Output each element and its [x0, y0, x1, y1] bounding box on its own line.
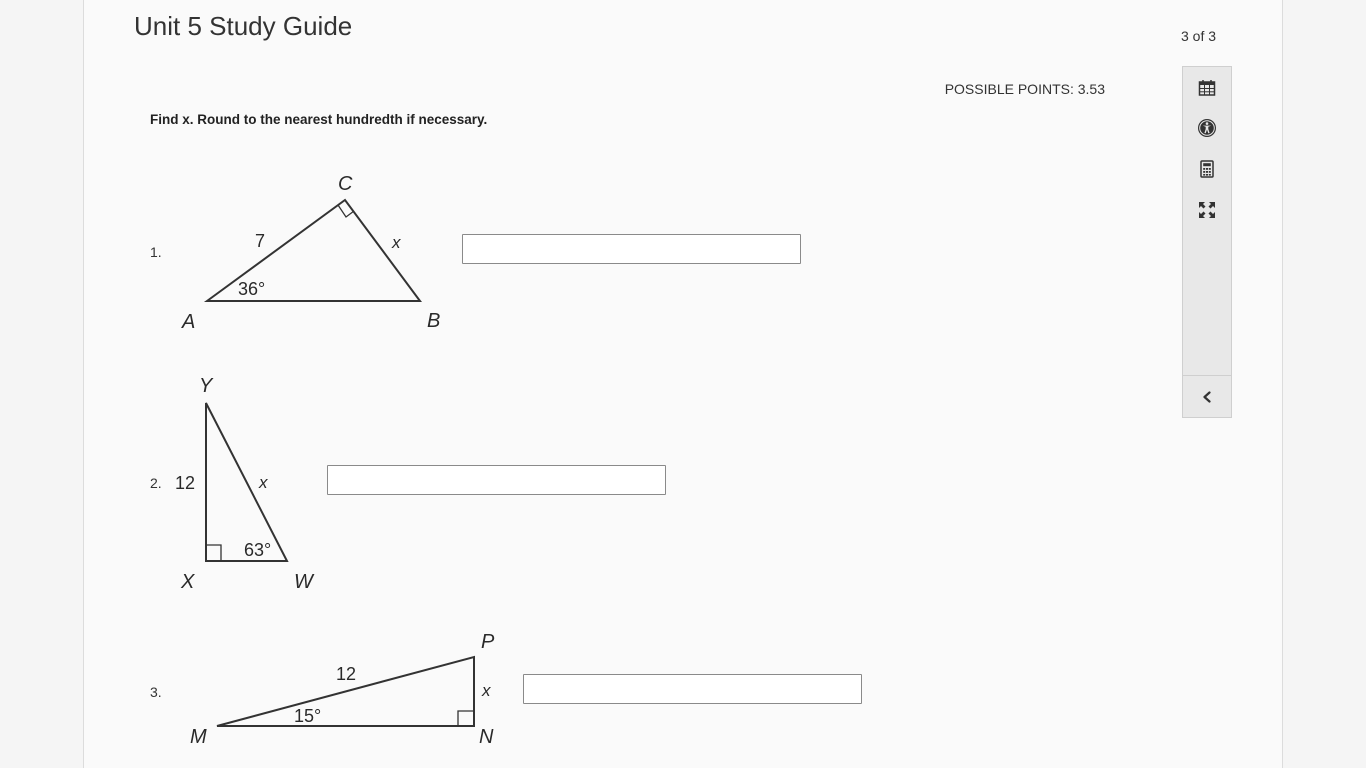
side-label-mp: 12	[336, 664, 357, 684]
vertex-label-x: X	[181, 571, 195, 593]
unknown-label-bc: x	[392, 233, 401, 252]
page-title: Unit 5 Study Guide	[134, 11, 353, 41]
fullscreen-icon	[1198, 201, 1216, 219]
question-page	[83, 0, 1283, 768]
angle-label-w: 63°	[244, 540, 272, 560]
answer-input-2[interactable]	[327, 465, 666, 495]
question-instructions: Find x. Round to the nearest hundredth if necessary.	[150, 112, 488, 127]
right-angle-mark-n	[458, 711, 474, 726]
vertex-label-c: C	[338, 173, 353, 195]
collapse-toolbar-button[interactable]	[1183, 375, 1231, 417]
fullscreen-button[interactable]	[1183, 192, 1231, 228]
vertex-label-b: B	[427, 310, 441, 332]
answer-input-1[interactable]	[462, 234, 801, 264]
possible-points: POSSIBLE POINTS: 3.53	[944, 81, 1105, 97]
angle-label-m: 15°	[294, 706, 322, 726]
calculator-button[interactable]	[1183, 151, 1231, 187]
accessibility-button[interactable]	[1183, 110, 1231, 146]
answer-input-3[interactable]	[523, 674, 862, 704]
tools-sidebar	[1182, 66, 1232, 418]
triangle-abc-figure	[174, 165, 454, 340]
angle-label-a: 36°	[238, 279, 266, 299]
calendar-icon	[1198, 79, 1216, 97]
side-label-ac: 7	[255, 231, 266, 251]
vertex-label-n: N	[479, 726, 494, 748]
side-label-xy: 12	[175, 473, 196, 493]
accessibility-icon	[1197, 118, 1217, 138]
unknown-label-pn: x	[482, 681, 491, 700]
right-angle-mark-x	[206, 545, 221, 561]
vertex-label-w: W	[294, 571, 313, 593]
calendar-button[interactable]	[1183, 70, 1231, 106]
unknown-label-yw: x	[259, 473, 268, 492]
question-counter: 3 of 3	[1181, 28, 1217, 44]
calculator-icon	[1200, 160, 1214, 178]
triangle-xyw	[206, 403, 287, 561]
problem-2-number: 2.	[150, 475, 162, 491]
triangle-mnp-figure	[174, 625, 514, 755]
vertex-label-y: Y	[199, 375, 213, 397]
vertex-label-m: M	[190, 726, 207, 748]
right-angle-mark-c	[338, 205, 354, 217]
triangle-xyw-figure	[174, 368, 334, 598]
vertex-label-a: A	[182, 311, 196, 333]
problem-3-number: 3.	[150, 684, 162, 700]
problem-1-number: 1.	[150, 244, 162, 260]
chevron-left-icon	[1202, 391, 1212, 403]
vertex-label-p: P	[481, 631, 495, 653]
